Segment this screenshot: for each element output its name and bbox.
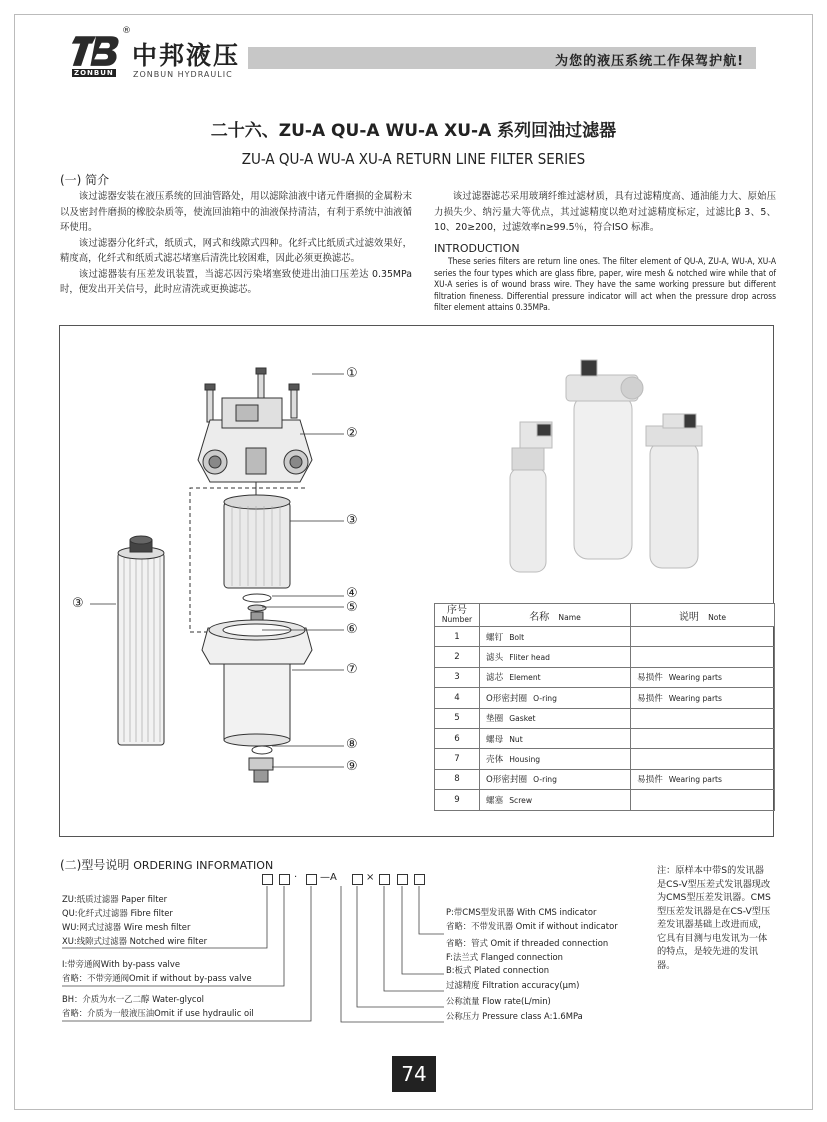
part-note-en: Wearing parts <box>668 673 722 683</box>
code-box <box>306 874 317 885</box>
callout-7: ⑦ <box>346 662 358 677</box>
filter-type-qu: QU:化纤式过滤器 Fibre filter <box>62 908 173 918</box>
part-number: 3 <box>435 667 480 687</box>
part-note <box>631 769 775 789</box>
part-note <box>631 708 775 728</box>
table-header-row <box>435 604 775 627</box>
table-row <box>435 749 775 769</box>
part-name-cn: 螺钉 <box>486 632 504 643</box>
medium-option: BH：介质为水一乙二醇 Water-glycol <box>62 994 204 1004</box>
flow-rate: 公称流量 Flow rate(L/min) <box>446 996 551 1006</box>
part-number: 7 <box>435 749 480 769</box>
part-note <box>631 627 775 647</box>
page-number: 74 <box>392 1056 436 1092</box>
part-name-en: O-ring <box>533 693 557 703</box>
medium-omit: 省略：介质为一般液压油Omit if use hydraulic oil <box>62 1008 254 1018</box>
code-box <box>262 874 273 885</box>
logo-mark-text: ZONBUN <box>74 69 114 77</box>
part-name <box>480 667 631 687</box>
col-note <box>631 604 775 627</box>
part-note <box>631 790 775 810</box>
table-row <box>435 708 775 728</box>
part-note <box>631 688 775 708</box>
part-name <box>480 749 631 769</box>
col-number-cn: 序号 <box>447 605 467 616</box>
connection-plated: B:板式 Plated connection <box>446 965 550 975</box>
part-name-cn: 螺母 <box>486 734 504 745</box>
registered-mark: ® <box>122 26 131 36</box>
part-name-en: Housing <box>509 755 541 765</box>
part-note <box>631 728 775 748</box>
note-text: 注：原样本中带S的发讯器是CS-V型压差式发讯器现改为CMS型压差发讯器。CMS型压差发讯器是在CS-V型压差发讯器基础上改进而成，它具有目测与电发讯为一体的特点，是较先进的发讯器。 <box>657 865 771 971</box>
screw-plug-illustration <box>249 758 273 782</box>
page-title-cn: 二十六、ZU-A QU-A WU-A XU-A 系列回油过滤器 <box>210 121 617 141</box>
table-row <box>435 627 775 647</box>
callout-5: ⑤ <box>346 600 358 615</box>
connection-flanged: F:法兰式 Flanged connection <box>446 952 563 962</box>
part-name-cn: 壳体 <box>486 755 504 766</box>
ordering-heading-en: ORDERING INFORMATION <box>133 859 274 872</box>
part-name-en: Element <box>509 673 541 683</box>
code-x: × <box>366 872 375 883</box>
oring-illustration <box>243 594 271 602</box>
part-name-cn: O形密封圈 <box>486 693 528 704</box>
indicator-option: P:带CMS型发讯器 With CMS indicator <box>446 907 597 917</box>
filter-type-xu: XU:线隙式过滤器 Notched wire filter <box>62 936 208 946</box>
bypass-option: I:带旁通阀With by-pass valve <box>62 959 180 969</box>
table-row <box>435 728 775 748</box>
code-box <box>279 874 290 885</box>
col-note-en: Note <box>708 612 727 622</box>
product-photo <box>510 360 702 572</box>
filtration-accuracy: 过滤精度 Filtration accuracy(μm) <box>446 980 580 990</box>
nut-illustration <box>251 612 263 620</box>
part-name-cn: 滤头 <box>486 653 504 664</box>
part-number: 2 <box>435 647 480 667</box>
part-name <box>480 728 631 748</box>
part-note-en: Wearing parts <box>668 775 722 785</box>
part-name-en: Bolt <box>509 632 525 642</box>
part-name-en: Fliter head <box>509 653 550 663</box>
part-note-en: Wearing parts <box>668 693 722 703</box>
part-note <box>631 667 775 687</box>
part-name-cn: 垫圈 <box>486 714 504 725</box>
ordering-heading-cn: (二)型号说明 <box>60 858 130 872</box>
table-row <box>435 647 775 667</box>
callout-3: ③ <box>346 513 358 528</box>
part-number: 9 <box>435 790 480 810</box>
callout-side-3: ③ <box>72 596 84 611</box>
oring-bottom-illustration <box>252 746 272 754</box>
callout-9: ⑨ <box>346 759 358 774</box>
code-box <box>379 874 390 885</box>
part-number: 5 <box>435 708 480 728</box>
callout-8: ⑧ <box>346 737 358 752</box>
intro-en-heading: INTRODUCTION <box>434 242 520 255</box>
section-intro-heading: (一) 简介 <box>60 173 110 187</box>
col-note-cn: 说明 <box>678 611 699 623</box>
part-note <box>631 647 775 667</box>
spare-element-illustration <box>118 536 164 745</box>
intro-paragraph: 该过滤器分化纤式，纸质式，网式和线隙式四种。化纤式比纸质式过滤效果好，精度高，化纤式和纸质式滤芯堵塞后清洗比较困难，因此必须更换滤芯。 <box>60 237 412 264</box>
brand-name-cn: 中邦液压 <box>132 41 241 70</box>
intro-paragraph: 该过滤器装有压差发讯装置，当滤芯因污染堵塞致使进出油口压差达 0.35MPa时，便发出开关信号，此时应清洗或更换滤芯。 <box>60 268 412 295</box>
part-number: 1 <box>435 627 480 647</box>
part-name-en: O-ring <box>533 775 557 785</box>
housing-illustration <box>202 620 312 746</box>
callout-2: ② <box>346 426 358 441</box>
brand-name-en: ZONBUN HYDRAULIC <box>133 70 233 79</box>
col-number-en: Number <box>441 615 473 624</box>
intro-en-body: These series filters are return line ones. The filter element of QU-A, ZU-A, WU-A, XU-A series the four types which are glass fibre, paper, wire mesh & notched wire while that of XU-A series is of wound brass wire. They have the same working pressure but different filtration fineness. Differential pressure indicator will act when the pressure drop across filter element attains 0.35MPa. <box>434 256 776 313</box>
filter-type-wu: WU:网式过滤器 Wire mesh filter <box>62 922 191 932</box>
connection-threaded: 省略：管式 Omit if threaded connection <box>446 938 609 948</box>
part-name <box>480 708 631 728</box>
bypass-omit: 省略：不带旁通阀Omit if without by-pass valve <box>62 973 252 983</box>
part-number: 4 <box>435 688 480 708</box>
slogan: 为您的液压系统工作保驾护航! <box>555 54 744 69</box>
part-name <box>480 688 631 708</box>
col-name-cn: 名称 <box>529 611 550 623</box>
part-number: 8 <box>435 769 480 789</box>
code-box <box>352 874 363 885</box>
parts-table-body <box>435 627 775 811</box>
callout-1: ① <box>346 366 358 381</box>
part-name-cn: 滤芯 <box>486 673 504 684</box>
part-name-cn: O形密封圈 <box>486 775 528 786</box>
callout-4: ④ <box>346 586 358 601</box>
code-dash-a: —A <box>320 872 337 883</box>
part-note <box>631 749 775 769</box>
part-name-cn: 螺塞 <box>486 795 504 806</box>
pressure-class: 公称压力 Pressure class A:1.6MPa <box>446 1011 583 1021</box>
gasket-illustration <box>248 605 266 611</box>
section-ordering-heading <box>60 856 273 873</box>
table-row <box>435 688 775 708</box>
part-note-cn: 易损件 <box>637 673 663 684</box>
part-name <box>480 627 631 647</box>
part-name-en: Gasket <box>509 714 536 724</box>
part-number: 6 <box>435 728 480 748</box>
code-box <box>414 874 425 885</box>
parts-table <box>434 603 775 811</box>
table-row <box>435 667 775 687</box>
callout-6: ⑥ <box>346 622 358 637</box>
part-name <box>480 790 631 810</box>
code-box <box>397 874 408 885</box>
part-note-cn: 易损件 <box>637 693 663 704</box>
table-row <box>435 790 775 810</box>
page-title-en: ZU-A QU-A WU-A XU-A RETURN LINE FILTER SERIES <box>241 150 586 168</box>
part-name-en: Screw <box>509 795 533 805</box>
part-note-cn: 易损件 <box>637 775 663 786</box>
col-name-en: Name <box>558 612 581 622</box>
part-name-en: Nut <box>509 734 523 744</box>
code-dot: · <box>294 872 298 883</box>
intro-paragraph: 该过滤器安装在液压系统的回油管路处，用以滤除油液中诸元件磨损的金属粉末以及密封件磨损的橡胶杂质等，使流回油箱中的油液保持清洁，有利于系统中油液循环使用。 <box>60 191 412 233</box>
table-row <box>435 769 775 789</box>
part-name <box>480 769 631 789</box>
intro-paragraph: 该过滤器滤芯采用玻璃纤维过滤材质，具有过滤精度高、通油能力大、原始压力损失少、纳污量大等优点，其过滤精度以绝对过滤精度标定，过滤比β 3、5、10、20≥200，过滤效率n≥99.5％，符合ISO 标准。 <box>434 191 776 233</box>
col-number <box>435 604 480 627</box>
part-name <box>480 647 631 667</box>
filter-element-illustration <box>224 495 290 588</box>
col-name <box>480 604 631 627</box>
indicator-omit: 省略：不带发讯器 Omit if without indicator <box>446 921 618 931</box>
filter-type-zu: ZU:纸质过滤器 Paper filter <box>62 894 168 904</box>
